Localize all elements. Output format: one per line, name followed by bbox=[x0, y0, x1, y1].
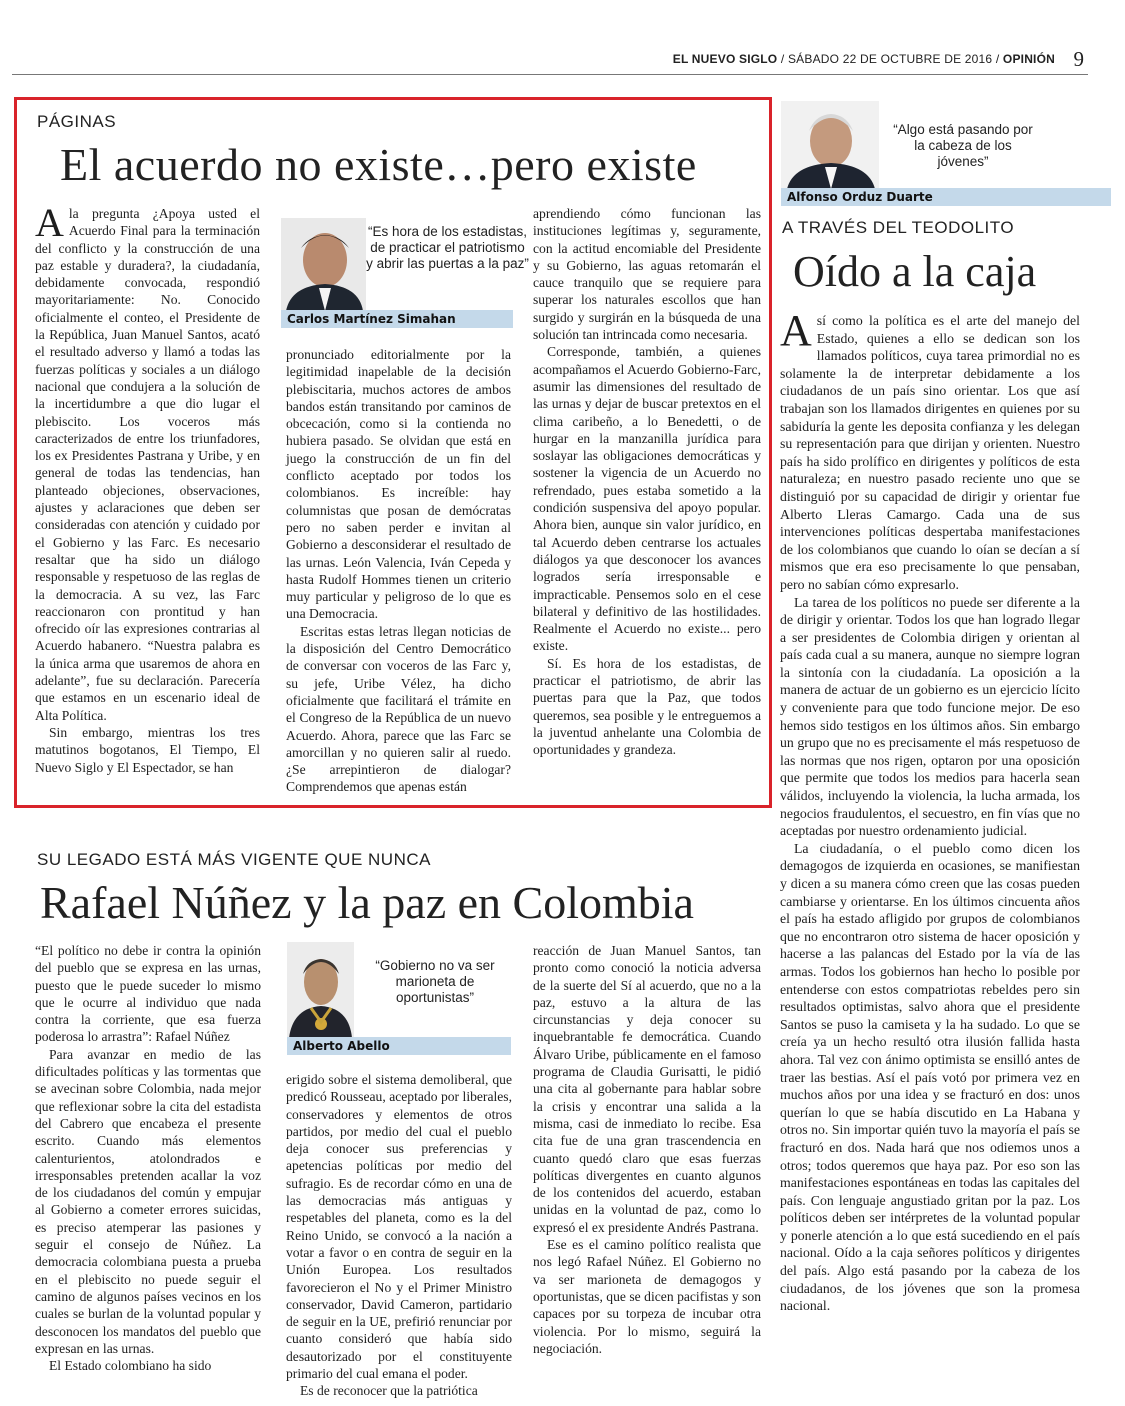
author-photo-alfonso bbox=[781, 101, 879, 189]
page-header bbox=[0, 47, 1100, 72]
header-rule bbox=[12, 74, 1088, 75]
article1-col1 bbox=[35, 200, 260, 776]
header-date: SÁBADO 22 DE OCTUBRE DE 2016 bbox=[787, 52, 993, 66]
article2-quote: “Gobierno no va ser marioneta de oportunistas” bbox=[375, 958, 495, 1005]
header-line: EL NUEVO SIGLO / SÁBADO 22 DE OCTUBRE DE 2016 / OPINIÓN bbox=[672, 52, 1055, 66]
article1-col3-p2: Corresponde, también, a quienes acompañamos el Acuerdo Gobierno-Farc, asumir las dimensiones del resultado de las urnas y dejar de buscar pretextos en el clima caribeño, a lo Benedetti, o de hurgar en la manzanilla jurídica para soslayar las obligaciones democráticas y sostener la vigencia de un Acuerdo no refrendado, pues estaba sometido a la condición suspensiva del apoyo popular. Ahora bien, aunque sin valor jurídico, en tal Acuerdo deben centrarse los actuales diálogos ya que desconocer los avances logrados sería irresponsable e impracticable. Pensemos solo en el cese bilateral y definitivo de las hostilidades. Realmente el Acuerdo no existe... pero existe. bbox=[533, 344, 761, 654]
article3-p3: La ciudadanía, o el pueblo como dicen los demagogos de izquierda en ocasiones, se manifiestan y dicen a su manera cómo creen que las cosas pueden cambiarse y orientarse. En los últimos cincuenta años el país ha estado afligido por grupos de colombianos que no encontraron otro sistema de hacer oposición y hacerse a las palancas del Estado por la vía de las armas. Todos los gobiernos han hecho lo posible por entenderse con estos compatriotas rebeldes pero sin resultados optimistas, salvo ahora que el presidente Santos se puso la camiseta y la ha sudado. Lo que se creía ya un hecho resultó otra ilusión fallida hasta ahora. Tal vez con ánimo optimista se ensilló antes de traer las bestias. Así el país votó por primera vez en muchos años por una idea y se fracturó en dos: unos querían lo que se había discutido en La Habana y otros no. Sin importar quién tuvo la mayoría el país se fracturó en dos. Nada hará que nos odiemos unos a otros; todos queremos que haya paz. Por eso son las manifestaciones espontáneas en todas las capitales del país. Con lenguaje angustiado gritan por la paz. Los políticos deben ser intérpretes de la voluntad popular y ponerle atención a lo que está sucediendo en el país nacional. Oído a la caja señores políticos y dirigentes del país. Algo está pasando por la cabeza de los ciudadanos, de los jóvenes que son la promesa nacional. bbox=[780, 840, 1080, 1314]
header-paper: EL NUEVO SIGLO bbox=[672, 52, 778, 66]
article3-p1 bbox=[780, 306, 1080, 594]
drop-cap-2: A bbox=[780, 306, 812, 355]
article2-col2-p2: Es de reconocer que la patriótica bbox=[300, 1383, 478, 1399]
article2-title: Rafael Núñez y la paz en Colombia bbox=[40, 877, 694, 928]
article3-quote: “Algo está pasando por la cabeza de los jóvenes” bbox=[893, 122, 1033, 169]
article2-col1-p1: “El político no debe ir contra la opinión del pueblo que se expresa en las urnas, puesto que le puede suceder lo mismo que le ocurre al individuo que nada contra la corriente, que esa fuerza poderosa lo arrastra”: Rafael Núñez bbox=[35, 943, 261, 1045]
article3-p2: La tarea de los políticos no puede ser diferente a la de dirigir y orientar. Todos los que han logrado llegar a ser presidentes de Colombia dirigen y orientan al país cada cual a su manera, aunque no siempre logran la sintonía con la ciudadanía. La oposición a la manera de actuar de un gobierno es un ejercicio lícito y conveniente para que todo funcione mejor. De eso hemos sido testigos en los últimos años. Sin embargo un grupo que no es precisamente el más respetuoso de las normas que nos rigen, optaron por una oposición que permite que todos los medios para hacerla sean válidos, incluyendo la violencia, la lucha armada, los negocios fraudulentos, el secuestro, en fin vías que no aceptadas por nuestro ordenamiento judicial. bbox=[780, 594, 1080, 839]
article2-col1 bbox=[35, 942, 261, 1374]
article2-col2 bbox=[286, 1071, 512, 1400]
article2-author: Alberto Abello bbox=[287, 1037, 511, 1055]
article1-col3 bbox=[533, 205, 761, 759]
article2-col2-p1: erigido sobre el sistema demoliberal, que predicó Rousseau, aceptado por liberales, conservadores y elementos de otros partidos, por medio del cual el pueblo deja conocer sus preferencias y apetencias políticas por medio del sufragio. Es de recordar cómo en una de las democracias más antiguas y respetables del planeta, como es la del Reino Unido, se convocó a la nación a votar a favor o en contra de seguir en la Unión Europea. Los resultados favorecieron el No y el Primer Ministro conservador, David Cameron, partidario de seguir en la UE, prefirió renunciar por cuanto consideró que había sido desautorizado por el constituyente primario del cual emana el poder. bbox=[286, 1072, 512, 1382]
article1-col2 bbox=[286, 346, 511, 796]
article1-col1-text1: la pregunta ¿Apoya usted el Acuerdo Final para la terminación del conflicto y la construcción de una paz estable y duradera?, la ciudadanía, debidamente convocada, respondió mayoritariamente: No. Conocido oficialmente el conteo, el Presidente de la República, Juan Manuel Santos, acató el resultado adverso y llamó a todas las fuerzas políticas y sociales a un diálogo nacional que condujera a la solución de la incertidumbre a que dio lugar el plebiscito. Los voceros más caracterizados de entre los triunfadores, los ex Presidentes Pastrana y Uribe, y en general de todas las tendencias, han planteado objeciones, observaciones, ajustes y aclaraciones que deben ser consideradas con atención y cuidado por el Gobierno y las Farc. Es necesario resaltar que ha sido un diálogo responsable y respetuoso de las reglas de la democracia. A su vez, las Farc reaccionaron con prontitud y han ofrecido oír las expresiones contrarias al Acuerdo habanero. “Nuestra palabra es la única arma que usaremos de ahora en adelante”, fue su declaración. Parecería que estamos en un escenario ideal de Alta Política. bbox=[35, 206, 260, 723]
article1-col2-p1: pronunciado editorialmente por la legitimidad inapelable de la decisión plebiscitaria, muchos actores de ambos bandos están transitando por caminos de obcecación, como si la contienda no hubiera pasado. Se olvidan que está en juego la construcción de un fin del conflicto aceptado por todos los colombianos. Es increíble: hay columnistas que posan de demócratas pero no saben perder e invitan al Gobierno a desconsiderar el resultado de las urnas. León Valencia, Iván Cepeda y hasta Rudolf Hommes tienen un criterio muy particular y peligroso de lo que es una Democracia. bbox=[286, 347, 511, 622]
article2-kicker: SU LEGADO ESTÁ MÁS VIGENTE QUE NUNCA bbox=[37, 850, 431, 869]
article2-col3-p1: reacción de Juan Manuel Santos, tan pronto como conoció la noticia adversa de la suerte del Sí al acuerdo, que no a la paz, estuvo a la altura de las circunstancias y deja conocer su inquebrantable fe democrática. Cuando Álvaro Uribe, públicamente en el famoso programa de Claudia Gurisatti, le pidió una cita al gobernante para hablar sobre la crisis y encontrar una salida a la misma, casi de inmediato lo recibe. Esa cita fue de una gran trascendencia en cuanto quedó claro que esas fuerzas políticas divergentes en cuanto algunos de los contenidos del acuerdo, estaban unidas en la voluntad de paz, como lo expresó el ex presidente Andrés Pastrana. bbox=[533, 943, 761, 1235]
article3-kicker: A TRAVÉS DEL TEODOLITO bbox=[782, 218, 1015, 237]
author-photo-alberto bbox=[287, 942, 354, 1038]
article1-col2-p2: Escritas estas letras llegan noticias de la disposición del Centro Democrático de conversar con voceros de las Farc y, su jefe, Uribe Vélez, ha dicho oficialmente que facilitará el trámite en el Congreso de la República de un nuevo Acuerdo. Ahora, parece que las Farc se amorcillan y no quieren salir al ruedo. ¿Se arrepintieron de dialogar? Comprendemos que apenas están bbox=[286, 623, 511, 795]
article1-col1-p2: Sin embargo, mientras los tres matutinos bogotanos, El Tiempo, El Nuevo Siglo y El Espectador, se han bbox=[35, 724, 260, 775]
article2-col1-p2: Para avanzar en medio de las dificultades políticas y las tormentas que se avecinan sobre Colombia, nada mejor que reflexionar sobre la cita del estadista del Cabrero que encabeza el presente escrito. Cuando más elementos calenturientos, atolondrados e irresponsables pretenden acallar la voz de los ciudadanos del común y empujar al Gobierno a cometer errores suicidas, es preciso atemperar las pasiones y seguir el consejo de Núñez. La democracia colombiana puesta a prueba en el plebiscito no puede seguir el camino de algunos países vecinos en los cuales se burlan de la voluntad popular y desconocen los mandatos del pueblo que expresan en las urnas. bbox=[35, 1046, 261, 1356]
article3-author: Alfonso Orduz Duarte bbox=[781, 188, 1111, 206]
article2-col1-p3: El Estado colombiano ha sido bbox=[49, 1358, 212, 1374]
article2-col3-p2: Ese es el camino político realista que nos legó Rafael Núñez. El Gobierno no va ser marioneta de demagogos y oportunistas, que se dicen pacifistas y son capaces por su torpeza de incubar otra violencia. Por lo mismo, seguirá la negociación. bbox=[533, 1237, 761, 1356]
header-section: OPINIÓN bbox=[1002, 52, 1055, 66]
article1-col3-p1: aprendiendo cómo funcionan las instituciones legítimas y, seguramente, con la actitud encomiable del Presidente y su Gobierno, las aguas retomarán el cauce tranquilo que se requiere para superar los naturales escollos que han surgido y surgirán en la búsqueda de una solución tan intrincada como necesaria. bbox=[533, 206, 761, 343]
article1-kicker: PÁGINAS bbox=[37, 112, 117, 131]
article1-col3-p3: Sí. Es hora de los estadistas, de practicar el patriotismo, de abrir las puertas para que la Paz, que todos queremos, sea posible y le entreguemos a la juventud anhelante una Colombia de oportunidades y grandeza. bbox=[533, 655, 761, 758]
article1-quote: “Es hora de los estadistas, de practicar el patriotismo y abrir las puertas a la paz” bbox=[366, 224, 529, 271]
author-photo-carlos bbox=[281, 218, 366, 311]
drop-cap: A bbox=[35, 200, 64, 245]
article3-title: Oído a la caja bbox=[793, 247, 1037, 296]
article1-col1-p1 bbox=[35, 200, 260, 724]
article1-author: Carlos Martínez Simahan bbox=[281, 310, 513, 328]
article2-col3 bbox=[533, 942, 761, 1357]
article3-text1: sí como la política es el arte del manejo del Estado, quienes a ello se dedican son los llamados políticos, cuya tarea primordial no es solamente la de interpretar debidamente a los ciudadanos de un país sino orientar. Los que así trabajan son los llamados dirigentes en quienes por su sabiduría la gente les deposita confianza y les delegan su representación para que dirijan y orienten. Nuestro país ha sido prolífico en dirigentes y políticos de esta naturaleza; en nuestro pasado reciente uno que se distinguió por su capacidad de dirigir y orientar fue Alberto Lleras Camargo. Cada una de sus intervenciones políticas despertaba manifestaciones de los colombianos que cuando lo oían se decían a sí mismos que era eso precisamente lo que pensaban, pero no sabían cómo expresarlo. bbox=[780, 313, 1080, 592]
article3-col bbox=[780, 306, 1080, 1315]
article1-title: El acuerdo no existe…pero existe bbox=[60, 139, 697, 190]
page-number: 9 bbox=[1073, 47, 1084, 71]
